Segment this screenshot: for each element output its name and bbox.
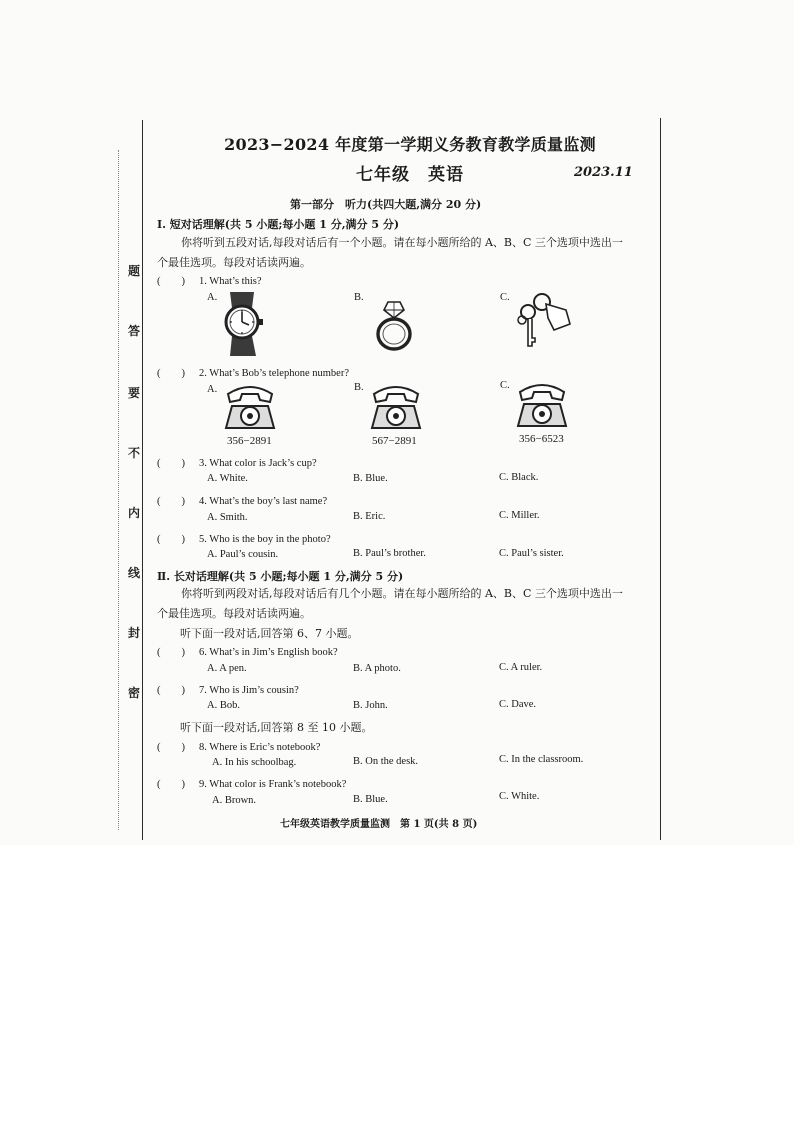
option-a: A. Smith. xyxy=(207,512,248,523)
option-b: B. Blue. xyxy=(353,473,388,484)
question-7: ( ) 7. Who is Jim’s cousin? xyxy=(157,685,299,696)
exam-subtitle: 七年级 英语 xyxy=(356,165,464,185)
binding-char: 密 xyxy=(127,686,140,700)
question-6: ( ) 6. What’s in Jim’s English book? xyxy=(157,647,338,658)
option-b: B. On the desk. xyxy=(353,756,419,767)
option-label: B. xyxy=(354,292,364,303)
option-a: A. A pen. xyxy=(207,663,247,674)
exam-title: 2023−2024 年度第一学期义务教育教学质量监测 xyxy=(224,135,596,154)
telephone-icon xyxy=(222,382,278,432)
telephone-icon xyxy=(514,380,570,430)
option-c: C. Dave. xyxy=(499,699,537,710)
option-label: C. xyxy=(500,292,510,303)
exam-date: 2023.11 xyxy=(574,165,633,180)
option-b: B. Eric. xyxy=(353,511,386,522)
option-a: A. Paul’s cousin. xyxy=(207,549,279,560)
option-b: B. Paul’s brother. xyxy=(353,548,426,559)
dialogue-note: 听下面一段对话,回答第 6、7 小题。 xyxy=(180,627,359,640)
option-c: C. In the classroom. xyxy=(499,754,584,765)
section1-heading: Ⅰ. 短对话理解(共 5 小题;每小题 1 分,满分 5 分) xyxy=(157,218,400,231)
telephone-icon xyxy=(368,382,424,432)
question-5: ( ) 5. Who is the boy in the photo? xyxy=(157,534,331,545)
option-label: A. xyxy=(207,292,218,303)
option-c: C. Black. xyxy=(499,472,539,483)
question-3: ( ) 3. What color is Jack’s cup? xyxy=(157,458,317,469)
question-2: ( ) 2. What’s Bob’s telephone number? xyxy=(157,368,349,379)
option-a: A. Bob. xyxy=(207,700,240,711)
option-label: C. xyxy=(500,380,510,391)
keys-icon xyxy=(512,290,574,352)
binding-dotted-line xyxy=(118,150,119,830)
part-one-heading: 第一部分 听力(共四大题,满分 20 分) xyxy=(290,198,482,211)
binding-char: 要 xyxy=(127,386,140,400)
option-label: A. xyxy=(207,384,218,395)
option-label: B. xyxy=(354,382,364,393)
page-edge-line xyxy=(660,118,661,840)
question-1: ( ) 1. What’s this? xyxy=(157,276,262,287)
binding-char: 答 xyxy=(127,324,140,338)
page-footer: 七年级英语教学质量监测 第 1 页(共 8 页) xyxy=(280,819,478,830)
option-a: A. In his schoolbag. xyxy=(212,757,297,768)
binding-char: 题 xyxy=(127,264,140,278)
section1-instruction: 你将听到五段对话,每段对话后有一个小题。请在每小题所给的 A、B、C 三个选项中选出一个最佳选项。每段对话读两遍。 xyxy=(157,236,623,269)
binding-char: 不 xyxy=(127,446,140,460)
binding-line-left xyxy=(142,120,143,840)
binding-char: 封 xyxy=(127,626,140,640)
binding-char: 线 xyxy=(127,566,140,580)
option-b: B. A photo. xyxy=(353,663,401,674)
option-a: A. Brown. xyxy=(212,795,257,806)
phone-number: 356−6523 xyxy=(519,433,564,445)
option-b: B. Blue. xyxy=(353,794,388,805)
binding-char: 内 xyxy=(127,506,140,520)
option-b: B. John. xyxy=(353,700,388,711)
section2-instruction: 你将听到两段对话,每段对话后有几个小题。请在每小题所给的 A、B、C 三个选项中选出一个最佳选项。每段对话读两遍。 xyxy=(157,587,623,620)
phone-number: 567−2891 xyxy=(372,435,417,447)
option-a: A. White. xyxy=(207,473,248,484)
ring-icon xyxy=(372,296,416,352)
question-9: ( ) 9. What color is Frank’s notebook? xyxy=(157,779,347,790)
dialogue-note: 听下面一段对话,回答第 8 至 10 小题。 xyxy=(180,721,373,734)
watch-icon xyxy=(218,290,270,358)
option-c: C. Paul’s sister. xyxy=(499,548,564,559)
section2-heading: Ⅱ. 长对话理解(共 5 小题;每小题 1 分,满分 5 分) xyxy=(157,570,404,583)
option-c: C. Miller. xyxy=(499,510,540,521)
option-c: C. A ruler. xyxy=(499,662,543,673)
question-8: ( ) 8. Where is Eric’s notebook? xyxy=(157,742,321,753)
question-4: ( ) 4. What’s the boy’s last name? xyxy=(157,496,328,507)
phone-number: 356−2891 xyxy=(227,435,272,447)
option-c: C. White. xyxy=(499,791,540,802)
